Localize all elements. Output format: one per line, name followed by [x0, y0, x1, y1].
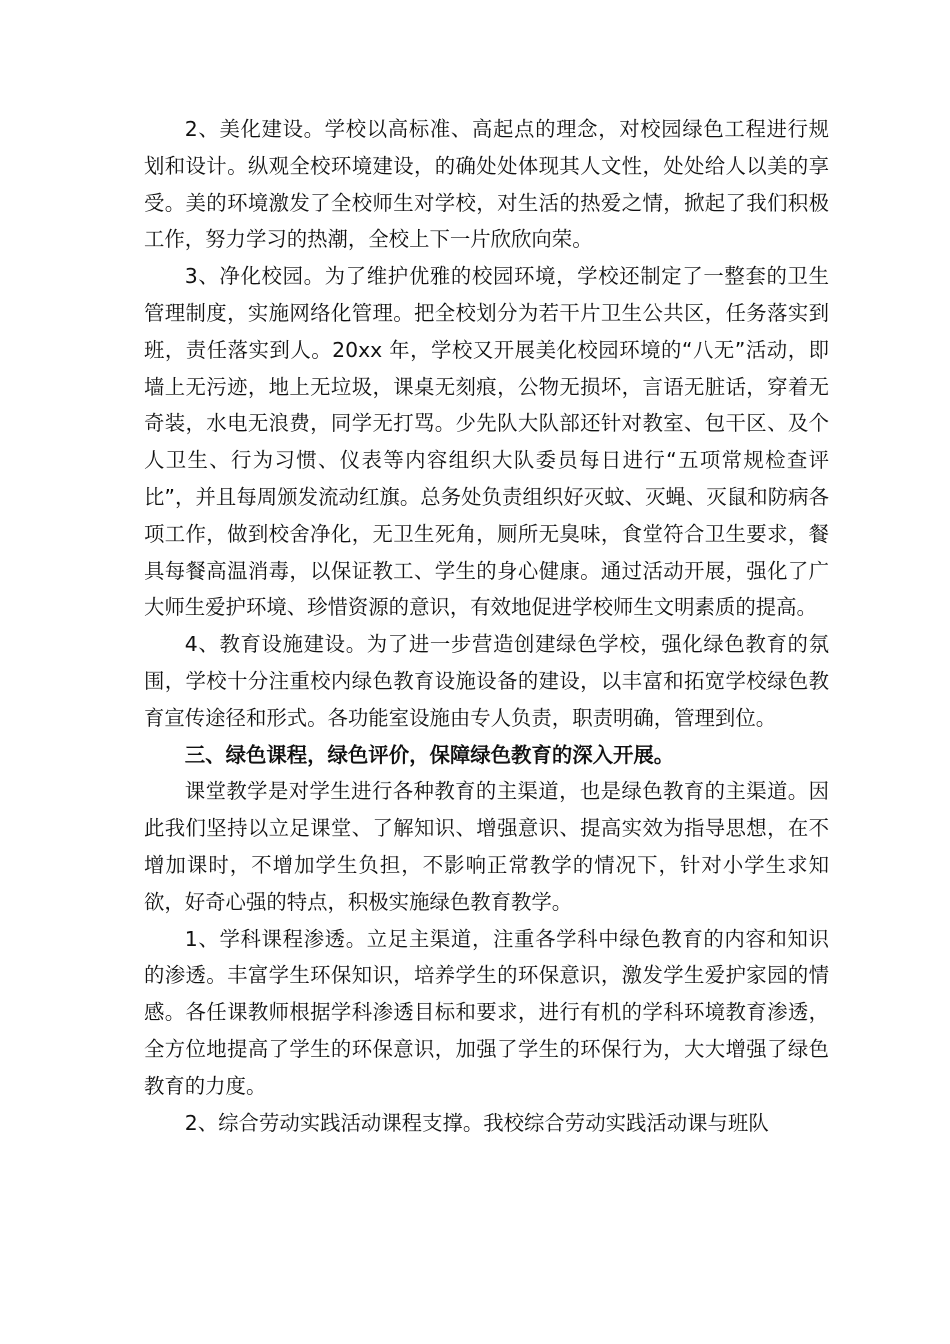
paragraph-facilities: 4、教育设施建设。为了进一步营造创建绿色学校，强化绿色教育的氛围，学校十分注重校内绿色教育设施设备的建设，以丰富和拓宽学校绿色教育宣传途径和形式。各功能室设施由专人负责，职责明确，管理到位。	[144, 632, 829, 730]
paragraph-classroom-teaching: 课堂教学是对学生进行各种教育的主渠道，也是绿色教育的主渠道。因此我们坚持以立足课堂、了解知识、增强意识、提高实效为指导思想，在不增加课时，不增加学生负担，不影响正常教学的情况下，针对小学生求知欲，好奇心强的特点，积极实施绿色教育教学。	[144, 779, 829, 914]
document-page	[144, 111, 829, 1141]
paragraph-beautification: 2、美化建设。学校以高标准、高起点的理念，对校园绿色工程进行规划和设计。纵观全校环境建设，的确处处体现其人文性，处处给人以美的享受。美的环境激发了全校师生对学校，对生活的热爱之情，掀起了我们积极工作，努力学习的热潮，全校上下一片欣欣向荣。	[144, 117, 829, 252]
paragraph-subject-infiltration: 1、学科课程渗透。立足主渠道，注重各学科中绿色教育的内容和知识的渗透。丰富学生环保知识，培养学生的环保意识，激发学生爱护家园的情感。各任课教师根据学科渗透目标和要求，进行有机的学科环境教育渗透，全方位地提高了学生的环保意识，加强了学生的环保行为，大大增强了绿色教育的力度。	[144, 926, 829, 1098]
paragraph-practice-activities: 2、综合劳动实践活动课程支撑。我校综合劳动实践活动课与班队	[184, 1110, 769, 1135]
section-heading-green-curriculum: 三、绿色课程，绿色评价，保障绿色教育的深入开展。	[184, 742, 675, 767]
paragraph-purify-campus: 3、净化校园。为了维护优雅的校园环境，学校还制定了一整套的卫生管理制度，实施网络化管理。把全校划分为若干片卫生公共区，任务落实到班，责任落实到人。20xx 年，学校又开展美化校园环境的“八无”活动，即墙上无污迹，地上无垃圾，课桌无刻痕，公物无损坏，言语无脏话，穿着无奇装，水电无浪费，同学无打骂。少先队大队部还针对教室、包干区、及个人卫生、行为习惯、仪表等内容组织大队委员每日进行“五项常规检查评比”，并且每周颁发流动红旗。总务处负责组织好灭蚊、灭蝇、灭鼠和防病各项工作，做到校舍净化，无卫生死角，厕所无臭味，食堂符合卫生要求，餐具每餐高温消毒，以保证教工、学生的身心健康。通过活动开展，强化了广大师生爱护环境、珍惜资源的意识，有效地促进学校师生文明素质的提高。	[144, 264, 829, 620]
